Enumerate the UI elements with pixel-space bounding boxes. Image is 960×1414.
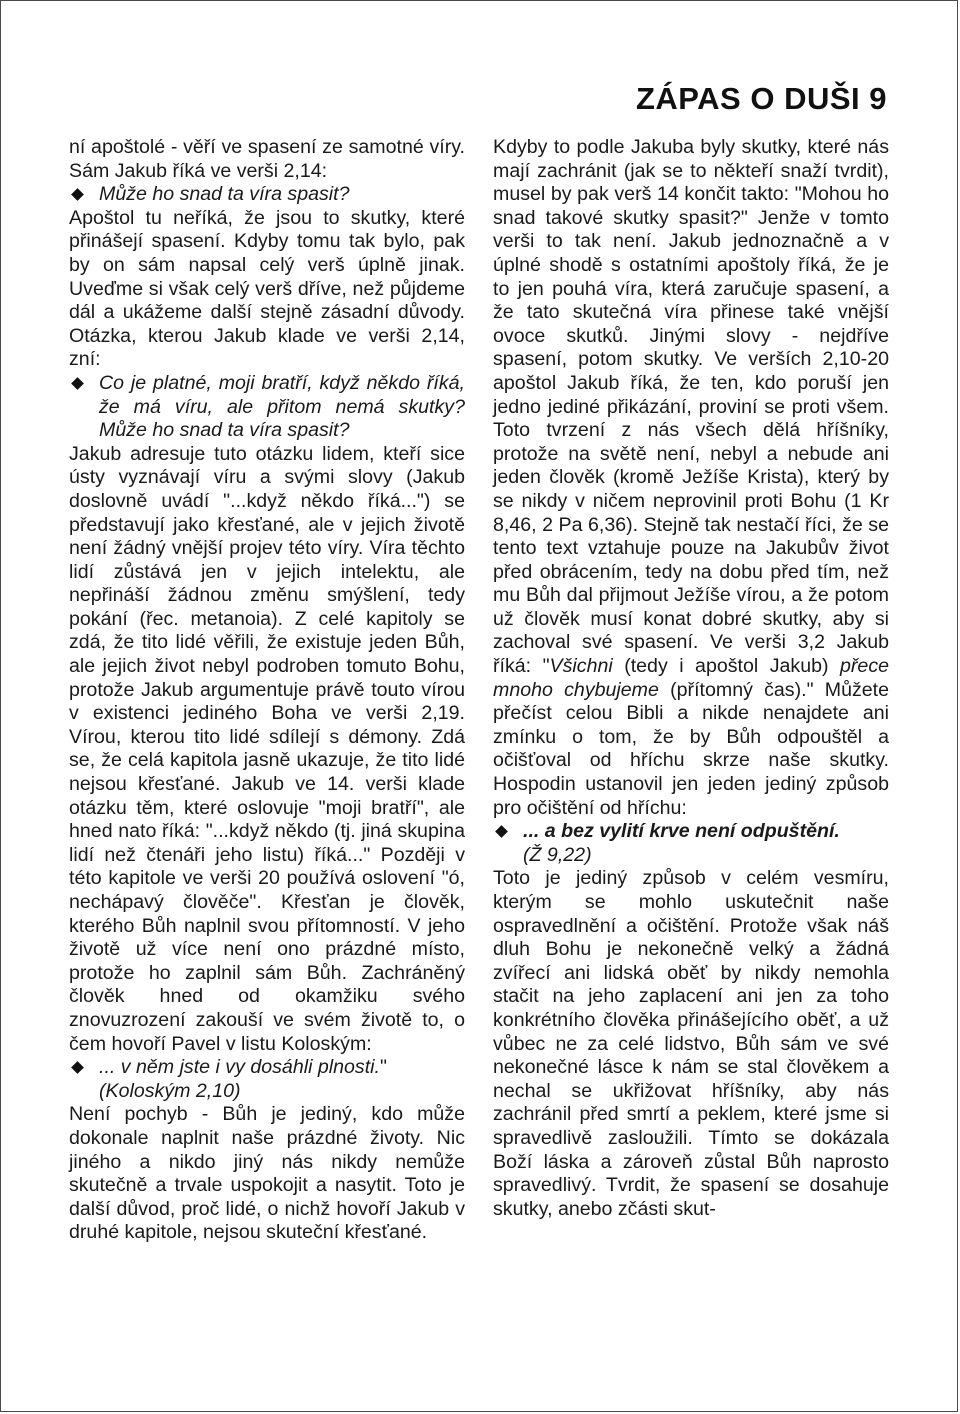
paragraph: Jakub adresuje tuto otázku lidem, kteří sice ústy vyznávají víru a svými slovy (Jakub doslovně uvádí "...když někdo říká...") se představují jako křesťané, ale v jejich životě není žádný vnější projev této víry. Víra těchto lidí zůstává jen v jejich intelektu, ale nepřináší žádnou změnu smýšlení, tedy pokání (řec. metanoia). Z celé kapitoly se zdá, že tito lidé věřili, že existuje jeden Bůh, ale jejich život nebyl podroben tomuto Bohu, protože Jakub argumentuje právě touto vírou v existenci jediného Boha ve verši 2,19. Vírou, kterou tito lidé sdílejí s démony. Zdá se, že celá kapitola jasně ukazuje, že tito lidé nejsou křesťané. Jakub ve 14. verši klade otázku těm, které oslovuje "moji bratří", ale hned nato říká: "...když někdo (tj. jiná skupina lidí než čtenáři jeho listu) říká..." Později v této kapitole ve verši 20 používá oslovení "ó, nechápavý člověče". Křesťan je člověk, kterého Bůh naplnil svou přítomností. V jeho životě už více není ono prázdné místo, protože ho zaplnil sám Bůh. Zachráněný člověk hned od okamžiku svého znovuzrození zakouší ve svém životě to, o čem hovoří Pavel v listu Koloským:	[69, 442, 465, 1055]
quote-citation: (Ž 9,22)	[523, 843, 592, 866]
quote-text: ... a bez vylití krve není odpuštění.	[523, 820, 840, 843]
paragraph	[493, 136, 889, 820]
quote-citation: (Koloským 2,10)	[99, 1079, 241, 1102]
paragraph-text: Kdyby to podle Jakuba byly skutky, které nás mají zachránit (jak se to někteří snaží tvrdit), musel by pak verš 14 končit takto: "Mohou ho snad takové skutky spasit?" Jenže v tomto verši to tak není. Jakub jednoznačně a v úplné shodě s ostatními apoštoly říká, že je to jen pouhá víra, která zaručuje spasení, a že tato skutečná víra přinese také vnější ovoce skutků. Jinými slovy - nejdříve spasení, potom skutky. Ve verších 2,10-20 apoštol Jakub říká, že ten, kdo poruší jen jedno jediné přikázání, proviní se proti všem. Toto tvrzení z nás všech dělá hříšníky, protože na světě není, nebyl a nebude ani jeden člověk (kromě Ježíše Krista), který by se nikdy v ničem neprovinil proti Bohu (1 Kr 8,46, 2 Pa 6,36). Stejně tak nestačí říci, že se tento text vztahuje pouze na Jakubův život před obrácením, tedy na dobu před tím, než mu Bůh dal přijmout Ježíše vírou, a že potom už člověk musí konat dobré skutky, aby si zachoval své spasení. Ve verši 3,2 Jakub říká: "	[493, 136, 889, 678]
emphasis: přece mnoho chybujeme	[493, 655, 890, 701]
quote-text: Co je platné, moji bratří, když někdo říká, že má víru, ale přitom nemá skutky? Může ho snad ta víra spasit?	[99, 371, 465, 442]
paragraph: Apoštol tu neříká, že jsou to skutky, které přinášejí spasení. Kdyby tomu tak bylo, pak by on sám napsal celý verš úplně jinak. Uveďme si však celý verš dříve, než půjdeme dál a ukážeme další stejně zásadní důvody. Otázka, kterou Jakub klade ve verši 2,14, zní:	[69, 206, 465, 371]
right-column	[493, 136, 889, 1221]
quote-text: Může ho snad ta víra spasit?	[99, 183, 350, 206]
diamond-bullet-icon	[71, 188, 84, 201]
diamond-bullet-icon	[71, 1061, 84, 1074]
quote-text: ... v něm jste i vy dosáhli plnosti.	[99, 1056, 380, 1079]
bible-quote	[493, 820, 889, 844]
paragraph-text: (přítomný čas)." Můžete přečíst celou Bibli a nikde nenajdete ani zmínku o tom, že by Bůh odpouštěl a očišťoval od hříchu skrze naše skutky. Hospodin ustanovil jen jeden jediný způsob pro očištění od hříchu:	[493, 678, 890, 819]
page-title: ZÁPAS O DUŠI 9	[635, 81, 887, 116]
diamond-bullet-icon	[71, 377, 84, 390]
quote-close-mark: "	[379, 1056, 387, 1079]
paragraph-text: (tedy i apoštol Jakub)	[612, 655, 840, 678]
paragraph: ní apoštolé - věří ve spasení ze samotné víry. Sám Jakub říká ve verši 2,14:	[69, 136, 465, 182]
bible-quote	[69, 372, 465, 443]
emphasis: Všichni	[549, 655, 613, 678]
bible-quote	[69, 1056, 465, 1080]
diamond-bullet-icon	[495, 825, 508, 838]
paragraph: Toto je jediný způsob v celém vesmíru, kterým se mohlo uskutečnit naše ospravedlnění a očištění. Protože však náš dluh Bohu je nekonečně velký a žádná zvířecí ani lidská oběť by nikdy nemohla stačit na jeho zaplacení ani jen za toho konkrétního člověka přinášejícího oběť, a už vůbec ne za celé lidstvo, Bůh sám ve své nekonečné lásce k nám se stal člověkem a nechal se ukřižovat hříšníky, aby nás zachránil před smrtí a peklem, které jsme si spravedlivě zasloužili. Tímto se dokázala Boží láska a zároveň zůstal Bůh naprosto spravedlivý. Tvrdit, že spasení se dosahuje skutky, anebo zčásti skut-	[493, 867, 889, 1220]
paragraph: Není pochyb - Bůh je jediný, kdo může dokonale naplnit naše prázdné životy. Nic jiného a nikdo jiný nás nikdy nemůže skutečně a trvale uspokojit a nasytit. Toto je další důvod, proč lidé, o nichž hovoří Jakub v druhé kapitole, nejsou skuteční křesťané.	[69, 1103, 465, 1244]
bible-quote	[69, 183, 465, 207]
left-column	[69, 136, 465, 1245]
